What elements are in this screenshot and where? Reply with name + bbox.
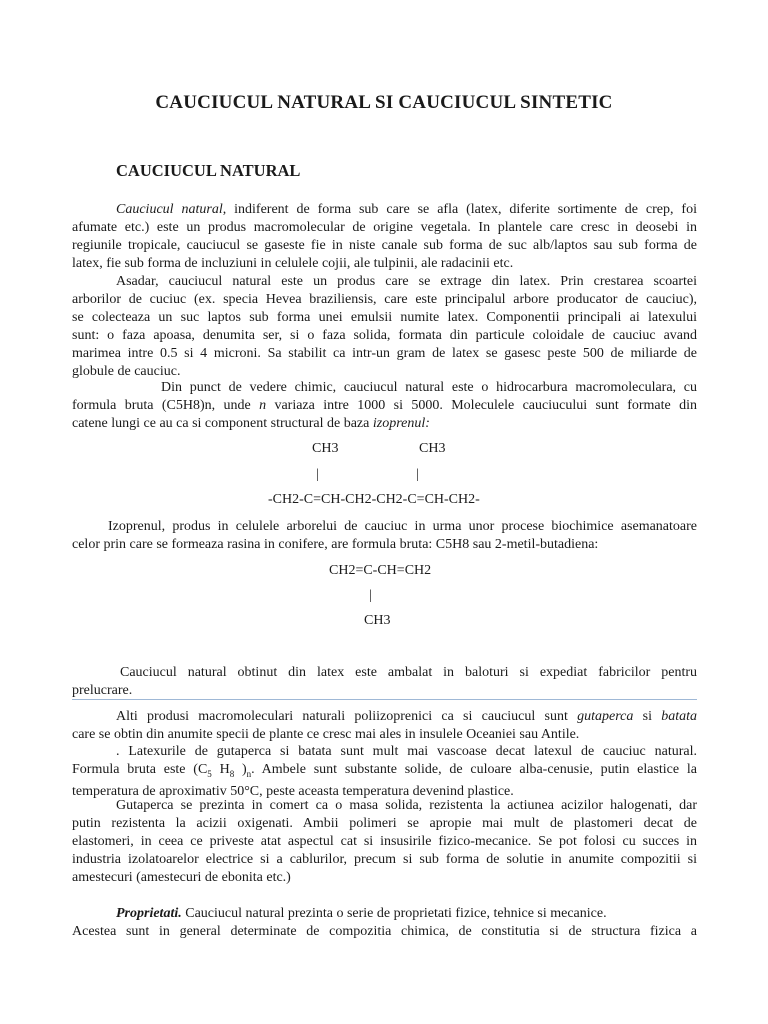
formula-bond-right: | bbox=[416, 467, 419, 482]
text-segment: variaza intre 1000 si 5000. Moleculele cauciucului sunt formate din bbox=[266, 398, 697, 413]
subscript: 5 bbox=[207, 768, 212, 779]
paragraph-gutaperca-latex bbox=[72, 743, 697, 801]
text-line: sunt: o faza apoasa, denumita ser, si o faza solida, formata din particule coloidale de cauciuc avand bbox=[72, 328, 697, 343]
text-line: Asadar, cauciucul natural este un produs care se extrage din latex. Prin crestarea scoartei bbox=[116, 274, 697, 289]
bold-italic-heading: Proprietati. bbox=[116, 906, 182, 921]
paragraph-chemistry bbox=[72, 379, 697, 433]
subscript: n bbox=[246, 768, 252, 779]
text-segment: H bbox=[211, 762, 230, 777]
formula-ch3-right: CH3 bbox=[419, 441, 446, 456]
text-line: Acestea sunt in general determinate de compozitia chimica, de constitutia si de structura fizica a bbox=[72, 924, 697, 939]
text-line: afumate etc.) este un produs macromolecular de origine vegetala. In plantele care cresc in deosebi in bbox=[72, 220, 697, 235]
text-line: care se obtin din anumite specii de plante ce cresc mai ales in insulele Oceaniei sau Antile. bbox=[72, 727, 580, 742]
formula-isoprene-chain: CH2=C-CH=CH2 bbox=[329, 563, 432, 578]
text-line: elastomeri, in ceea ce priveste atat aspectul cat si insusirile fizico-mecanice. Se pot folosi cu succes in bbox=[72, 834, 697, 849]
text-line: . Latexurile de gutaperca si batata sunt mult mai vascoase decat latexul de cauciuc natural. bbox=[116, 744, 697, 759]
text-line: globule de cauciuc. bbox=[72, 364, 181, 379]
text-line: Izoprenul, produs in celulele arborelui de cauciuc in urma unor procese biochimice asemanatoare bbox=[108, 519, 697, 534]
text-line: prelucrare. bbox=[72, 683, 133, 698]
text-line: amestecuri (amestecuri de ebonita etc.) bbox=[72, 870, 291, 885]
text-segment: Formula bruta este (C bbox=[72, 762, 208, 777]
text-line: se colecteaza un suc laptos sub forma unei emulsii numite latex. Componentii principali ai latexului bbox=[72, 310, 697, 325]
page-divider bbox=[72, 699, 697, 700]
text-segment: . Ambele sunt substante solide, de culoare alba-cenusie, putin elastice la bbox=[251, 762, 697, 777]
section-heading: CAUCIUCUL NATURAL bbox=[116, 161, 301, 180]
italic-term: Cauciucul natural bbox=[116, 202, 223, 217]
paragraph-other-products bbox=[72, 708, 697, 744]
formula-ch3: CH3 bbox=[364, 613, 391, 628]
subscript: 8 bbox=[229, 768, 235, 779]
text-segment: catene lungi ce au ca si component structural de baza bbox=[72, 416, 373, 431]
paragraph-properties bbox=[72, 905, 697, 941]
text-segment: Alti produsi macromoleculari naturali poliizoprenici ca si cauciucul sunt bbox=[116, 709, 578, 724]
formula-polyisoprene-chain: -CH2-C=CH-CH2-CH2-C=CH-CH2- bbox=[268, 492, 480, 507]
paragraph-intro bbox=[72, 201, 697, 273]
text-line: latex, fie sub forma de incluziuni in celulele cojii, ale tulpinii, ale radacinii etc. bbox=[72, 256, 514, 271]
text-line: industria izolatoarelor electrice si a cablurilor, precum si sub forma de solutie in anumite compozitii si bbox=[72, 852, 697, 867]
text-line: temperatura de aproximativ 50°C, peste aceasta temperatura devenind plastice. bbox=[72, 783, 514, 799]
text-line: putin rezistenta la acizii oxigenati. Ambii polimeri se apropie mai mult de plastomeri decat de bbox=[72, 816, 697, 831]
paragraph-packaging bbox=[72, 664, 697, 700]
text-line: , indiferent de forma sub care se afla (latex, diferite sortimente de crep, foi bbox=[222, 202, 697, 217]
text-line: Gutaperca se prezinta in comert ca o masa solida, rezistenta la actiunea acizilor halogenati, dar bbox=[116, 798, 697, 813]
formula-ch3-left: CH3 bbox=[312, 441, 339, 456]
text-segment: formula bruta (C5H8)n, unde bbox=[72, 398, 260, 413]
formula-bond-left: | bbox=[316, 467, 319, 482]
text-line: Din punct de vedere chimic, cauciucul natural este o hidrocarbura macromoleculara, cu bbox=[161, 380, 697, 395]
paragraph-gutaperca-commerce bbox=[72, 797, 697, 887]
document-title: CAUCIUCUL NATURAL SI CAUCIUCUL SINTETIC bbox=[155, 92, 613, 113]
text-segment: Cauciucul natural prezinta o serie de proprietati fizice, tehnice si mecanice. bbox=[181, 906, 607, 921]
paragraph-isoprene bbox=[72, 518, 697, 554]
text-line: arborilor de cuciuc (ex. specia Hevea braziliensis, care este principalul arbore producator de cauciuc), bbox=[72, 292, 697, 307]
italic-term: izoprenul: bbox=[372, 416, 430, 431]
text-line: regiunile tropicale, cauciucul se gaseste fie in niste canale sub forma de suc alb/laptos sau sub forma de bbox=[72, 238, 697, 253]
text-line: Cauciucul natural obtinut din latex este ambalat in baloturi si expediat fabricilor pentru bbox=[120, 665, 697, 680]
text-line: celor prin care se formeaza rasina in conifere, are formula bruta: C5H8 sau 2-metil-butadiena: bbox=[72, 537, 599, 552]
italic-term-batata: batata bbox=[661, 709, 697, 724]
paragraph-latex bbox=[72, 273, 697, 381]
text-segment: ) bbox=[234, 762, 247, 777]
formula-bond: | bbox=[369, 588, 372, 603]
italic-variable: n bbox=[259, 398, 267, 413]
text-line: marimea intre 0.5 si 4 microni. Sa stabilit ca intr-un gram de latex se gasesc peste 500 de miliarde de bbox=[72, 346, 697, 361]
text-segment: si bbox=[633, 709, 662, 724]
italic-term-gutaperca: gutaperca bbox=[577, 709, 634, 724]
